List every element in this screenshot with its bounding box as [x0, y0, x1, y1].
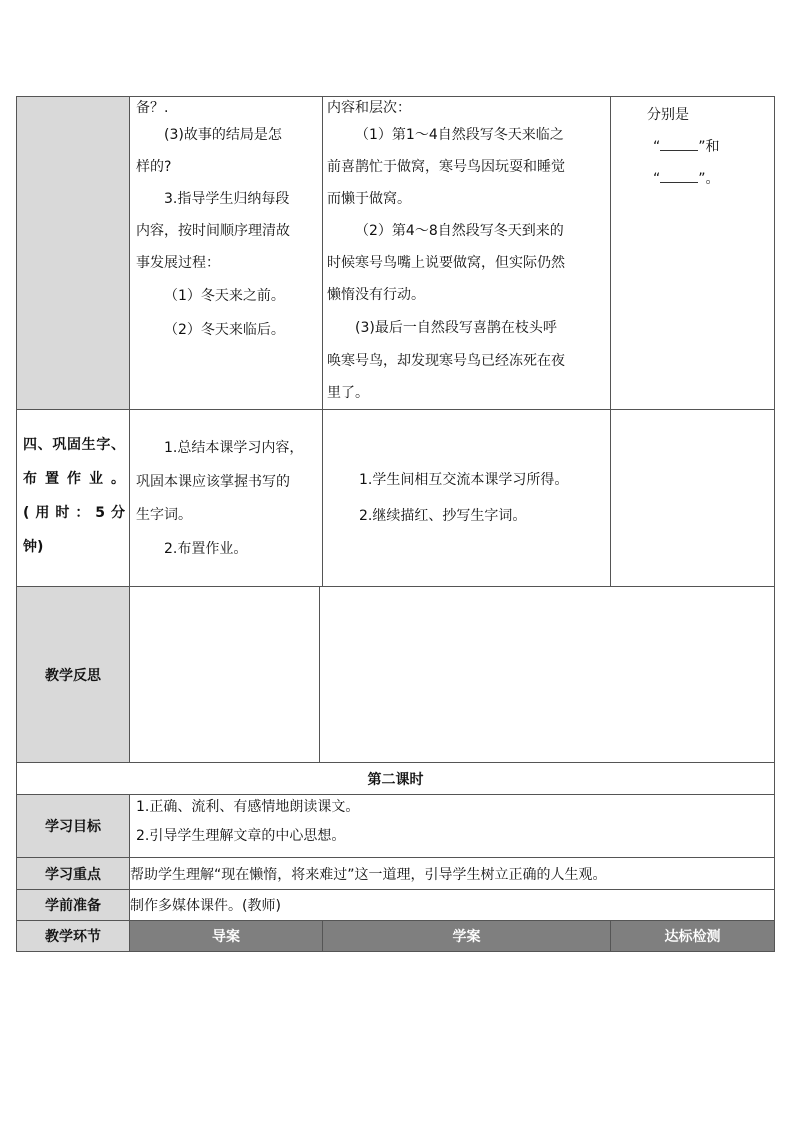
guide-line: 备？. — [136, 100, 169, 116]
stage3-continued-row — [17, 97, 775, 410]
reflection-cell-1 — [130, 587, 320, 763]
study-line: 时候寒号鸟嘴上说要做窝，但实际仍然 — [327, 255, 565, 271]
guide-line: 巩固本课应该掌握书写的 — [136, 473, 290, 490]
goal-line: 2.引导学生理解文章的中心思想。 — [136, 828, 346, 844]
guide-line: 样的? — [136, 159, 172, 175]
prep-row — [17, 890, 775, 921]
study-line: 2.继续描红、抄写生字词。 — [359, 508, 527, 524]
fill-blank — [660, 138, 698, 151]
prep-label-cell — [17, 890, 130, 921]
study-line: 里了。 — [327, 385, 369, 401]
focus-text: 帮助学生理解“现在懒惰，将来难过”这一道理，引导学生树立正确的人生观。 — [130, 866, 607, 883]
header-check-cell — [611, 921, 775, 952]
fill-blank — [660, 170, 698, 183]
stage-label-line: (用时：5分 — [23, 505, 125, 521]
guide-line: 3.指导学生归纳每段 — [164, 191, 290, 207]
stage-label-line: 钟) — [23, 539, 44, 555]
guide-line: 2.布置作业。 — [164, 540, 248, 557]
stage-label-line: 布置作业。 — [23, 471, 125, 487]
check-intro: 分别是 — [647, 107, 689, 123]
prep-cell — [130, 890, 775, 921]
header-stage-cell — [17, 921, 130, 952]
study-line: (3)最后一自然段写喜鹊在枝头呼 — [355, 320, 557, 336]
reflection-cell-2 — [320, 587, 775, 763]
reflection-row — [17, 587, 775, 763]
goals-row — [17, 795, 775, 858]
stage4-label — [17, 410, 129, 564]
study-line: 唤寒号鸟，却发现寒号鸟已经冻死在夜 — [327, 353, 565, 369]
check-blank-line-2 — [647, 163, 774, 195]
study-line: （2）第4～8自然段写冬天到来的 — [355, 223, 564, 239]
header-check: 达标检测 — [664, 929, 721, 945]
guide-line: (3)故事的结局是怎 — [164, 127, 282, 143]
guide-cell-stage4 — [130, 410, 323, 587]
header-study: 学案 — [452, 929, 481, 945]
header-guide-cell — [130, 921, 323, 952]
prep-text: 制作多媒体课件。(教师) — [130, 898, 281, 914]
focus-row — [17, 858, 775, 890]
check-cell-stage3 — [611, 97, 775, 410]
reflection-label: 教学反思 — [45, 667, 101, 684]
guide-cell-stage3 — [130, 97, 323, 410]
study-line: 懒惰没有行动。 — [327, 287, 425, 303]
focus-label: 学习重点 — [45, 866, 101, 883]
goals-cell — [130, 795, 775, 858]
guide-line: 内容，按时间顺序理清故 — [136, 223, 290, 239]
check-blank-line-1 — [647, 131, 774, 163]
guide-line: 1.总结本课学习内容， — [164, 440, 304, 456]
focus-label-cell — [17, 858, 130, 890]
guide-line: （1）冬天来之前。 — [164, 288, 285, 304]
stage-label-line: 四、巩固生字、 — [23, 437, 125, 453]
study-line: 而懒于做窝。 — [327, 191, 411, 207]
stage4-row — [17, 410, 775, 587]
quote-end: ”。 — [698, 171, 720, 187]
study-cell-stage3 — [323, 97, 611, 410]
lesson-plan-table — [16, 96, 775, 952]
goal-line: 1.正确、流利、有感情地朗读课文。 — [136, 799, 360, 815]
open-quote: “ — [653, 171, 661, 187]
goals-label: 学习目标 — [45, 819, 101, 835]
stage4-label-cell — [17, 410, 130, 587]
header-guide: 导案 — [212, 929, 240, 945]
stage-header-row — [17, 921, 775, 952]
second-lesson-title: 第二课时 — [367, 771, 424, 788]
study-line: 前喜鹊忙于做窝，寒号鸟因玩耍和睡觉 — [327, 159, 565, 175]
prep-label: 学前准备 — [45, 898, 101, 914]
focus-cell — [130, 858, 775, 890]
stage-label-cell-empty — [17, 97, 130, 410]
study-line: （1）第1～4自然段写冬天来临之 — [355, 127, 564, 143]
goals-label-cell — [17, 795, 130, 858]
study-line: 1.学生间相互交流本课学习所得。 — [359, 472, 569, 488]
guide-line: （2）冬天来临后。 — [164, 322, 285, 338]
header-stage: 教学环节 — [45, 929, 101, 945]
header-study-cell — [323, 921, 611, 952]
open-quote: “ — [653, 139, 661, 155]
guide-line: 生字词。 — [136, 507, 192, 523]
study-cell-stage4 — [323, 410, 611, 587]
quote-and: ”和 — [698, 139, 720, 155]
check-cell-stage4 — [611, 410, 775, 587]
guide-line: 事发展过程： — [136, 255, 220, 271]
second-lesson-title-cell — [17, 763, 775, 795]
second-lesson-title-row — [17, 763, 775, 795]
study-line: 内容和层次： — [327, 100, 411, 116]
reflection-label-cell — [17, 587, 130, 763]
